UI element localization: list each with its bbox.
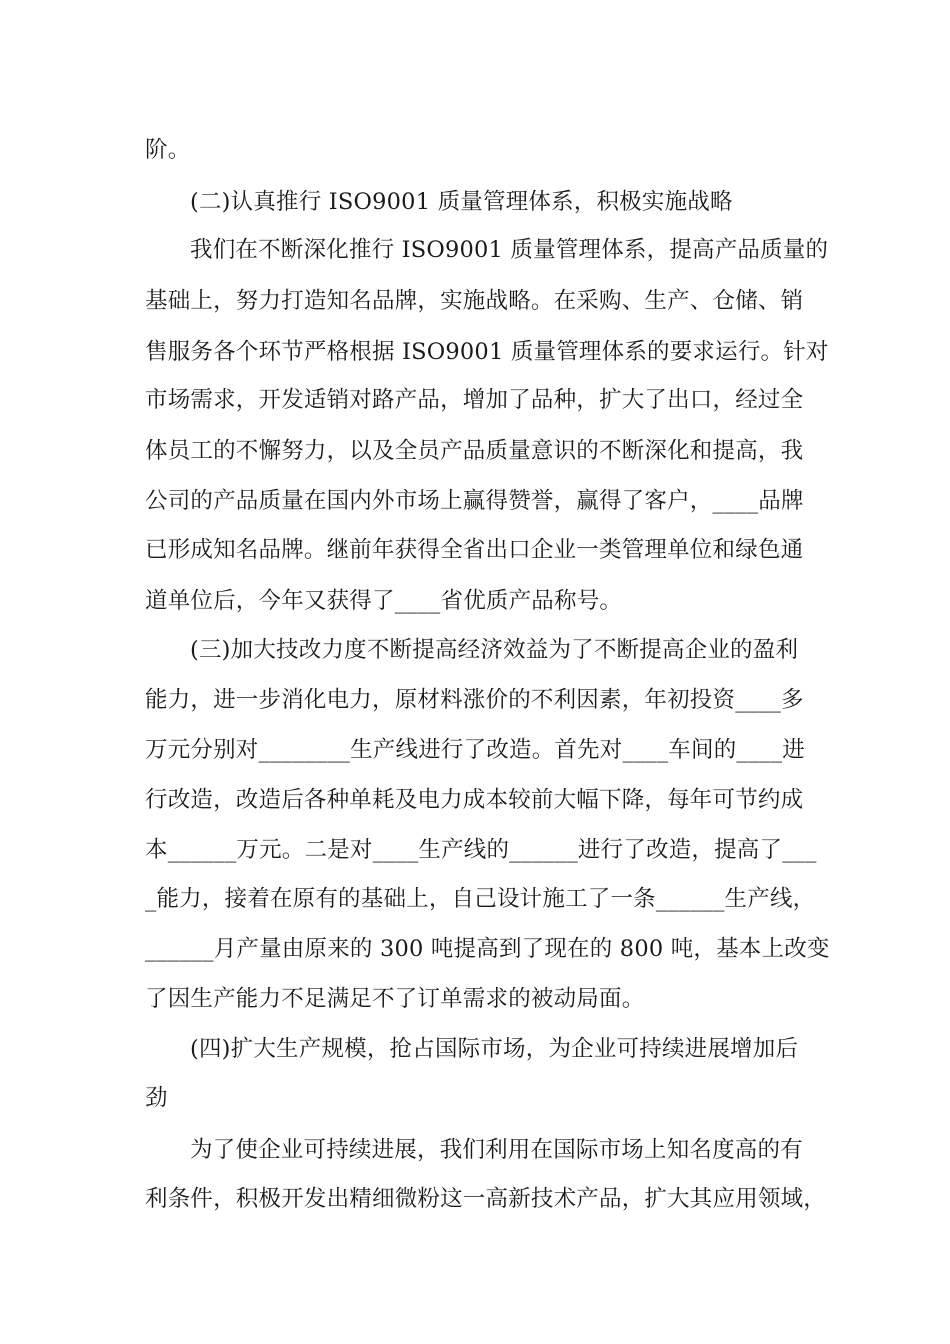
text-line: 基础上，努力打造知名品牌，实施战略。在采购、生产、仓储、销 (145, 288, 804, 314)
text-line: 劲 (145, 1085, 168, 1111)
section-heading: (三)加大技改力度不断提高经济效益为了不断提高企业的盈利 (190, 637, 799, 663)
section-heading: (四)扩大生产规模，抢占国际市场，为企业可持续进展增加后 (190, 1036, 799, 1062)
text-line: 能力，进一步消化电力，原材料涨价的不利因素，年初投资____多 (145, 687, 804, 713)
text-line: 市场需求，开发适销对路产品，增加了品种，扩大了出口，经过全 (145, 387, 804, 413)
text-line: 为了使企业可持续进展，我们利用在国际市场上知名度高的有 (190, 1137, 803, 1163)
text-line: 本______万元。二是对____生产线的______进行了改造，提高了___ (145, 837, 817, 863)
text-line: _能力，接着在原有的基础上，自己设计施工了一条______生产线， (145, 886, 816, 912)
text-line: 阶。 (145, 137, 191, 163)
text-line: 利条件，积极开发出精细微粉这一高新技术产品，扩大其应用领域， (145, 1186, 827, 1212)
text-line: 售服务各个环节严格根据 ISO9001 质量管理体系的要求运行。针对 (145, 339, 829, 365)
text-line: 体员工的不懈努力，以及全员产品质量意识的不断深化和提高，我 (145, 438, 804, 464)
section-heading: (二)认真推行 ISO9001 质量管理体系，积极实施战略 (190, 189, 733, 215)
text-line: 了因生产能力不足满足不了订单需求的被动局面。 (145, 986, 645, 1012)
text-line: 行改造，改造后各种单耗及电力成本较前大幅下降，每年可节约成 (145, 787, 804, 813)
text-line: ______月产量由原来的 300 吨提高到了现在的 800 吨，基本上改变 (145, 936, 830, 962)
text-line: 公司的产品质量在国内外市场上赢得赞誉，赢得了客户，____品牌 (145, 488, 804, 514)
text-line: 万元分别对________生产线进行了改造。首先对____车间的____进 (145, 737, 805, 763)
text-line: 道单位后，今年又获得了____省优质产品称号。 (145, 588, 623, 614)
text-line: 已形成知名品牌。继前年获得全省出口企业一类管理单位和绿色通 (145, 537, 804, 563)
text-line: 我们在不断深化推行 ISO9001 质量管理体系，提高产品质量的 (190, 237, 829, 263)
